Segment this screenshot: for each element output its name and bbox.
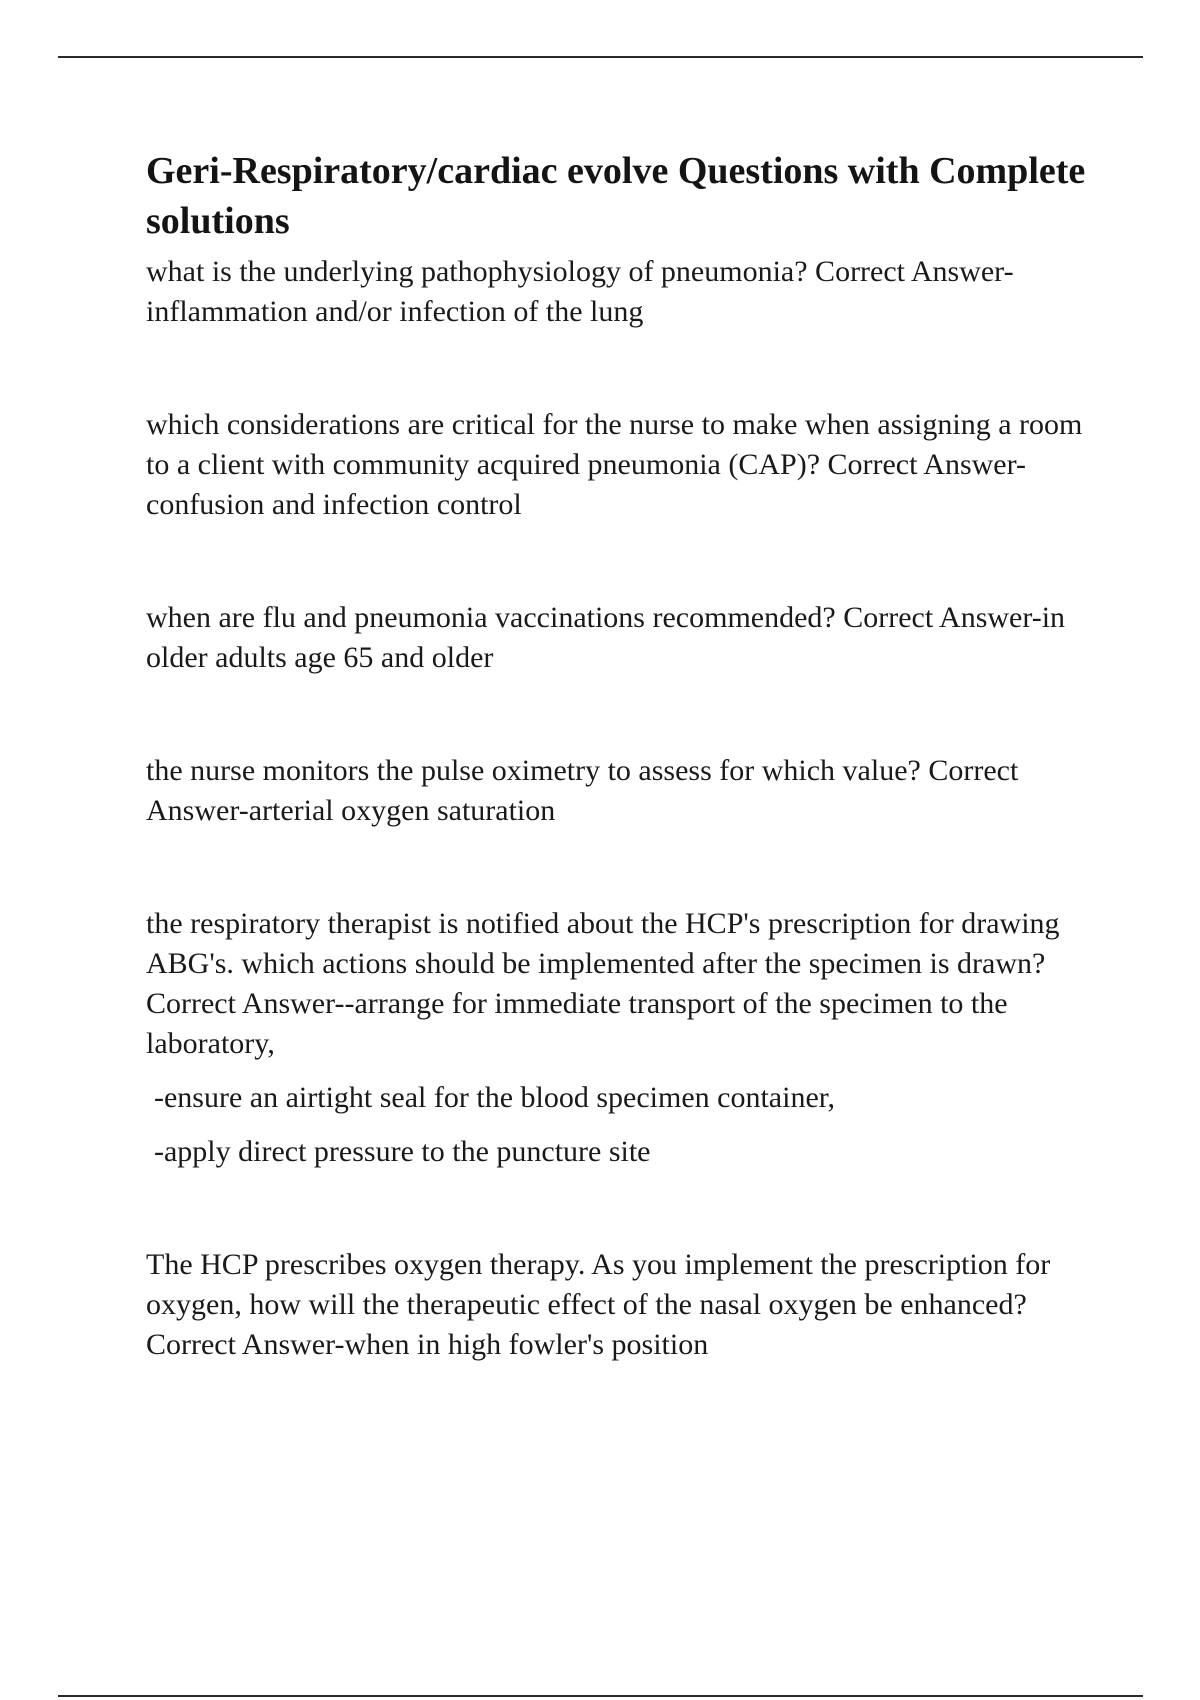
qa-item <box>146 904 1096 1172</box>
qa-text: The HCP prescribes oxygen therapy. As you implement the prescription for oxygen, how will the therapeutic effect of the nasal oxygen be enhanced? Correct Answer-when in high fowler's position <box>146 1248 1051 1361</box>
document-body <box>146 146 1096 1365</box>
qa-item <box>146 751 1096 831</box>
qa-item <box>146 405 1096 525</box>
qa-text: when are flu and pneumonia vaccinations recommended? Correct Answer-in older adults age 65 and older <box>146 601 1066 674</box>
qa-item <box>146 598 1096 678</box>
qa-subpoint: -ensure an airtight seal for the blood specimen container, <box>154 1081 836 1114</box>
qa-item <box>146 252 1096 332</box>
document-title: Geri-Respiratory/cardiac evolve Questions with Complete solutions <box>146 150 1086 242</box>
qa-text: the respiratory therapist is notified about the HCP's prescription for drawing ABG's. which actions should be implemented after the specimen is drawn? Correct Answer--arrange for immediate transport of the specimen to the laboratory, <box>146 907 1060 1060</box>
qa-subpoint: -apply direct pressure to the puncture site <box>154 1135 651 1168</box>
qa-item <box>146 1245 1096 1365</box>
qa-text: the nurse monitors the pulse oximetry to assess for which value? Correct Answer-arterial oxygen saturation <box>146 754 1019 827</box>
bottom-divider <box>58 1695 1143 1697</box>
qa-text: what is the underlying pathophysiology of pneumonia? Correct Answer-inflammation and/or infection of the lung <box>146 255 1014 328</box>
qa-text: which considerations are critical for the nurse to make when assigning a room to a client with community acquired pneumonia (CAP)? Correct Answer-confusion and infection control <box>146 408 1083 521</box>
top-divider <box>58 56 1143 58</box>
